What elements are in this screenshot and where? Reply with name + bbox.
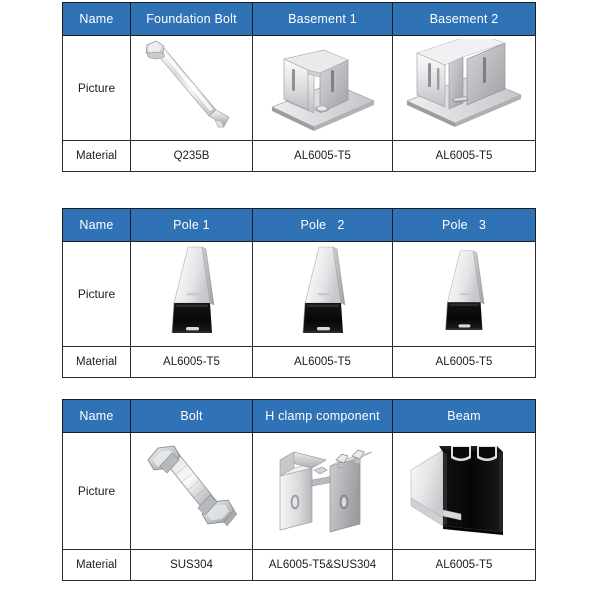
header-cell-beam: Beam <box>393 400 536 433</box>
row-label-picture: Picture <box>63 242 131 347</box>
square-tube-pole-icon <box>273 245 373 343</box>
material-cell-basement-1: AL6005-T5 <box>253 141 393 172</box>
material-cell-foundation-bolt: Q235B <box>131 141 253 172</box>
picture-cell-pole-2 <box>253 242 393 347</box>
picture-cell-beam <box>393 433 536 550</box>
picture-cell-pole-3 <box>393 242 536 347</box>
picture-cell-h-clamp-component <box>253 433 393 550</box>
table-header-row <box>63 209 536 242</box>
basement-double-rail-icon <box>401 39 527 137</box>
header-cell-bolt: Bolt <box>131 400 253 433</box>
header-cell-pole-1: Pole 1 <box>131 209 253 242</box>
header-cell-h-clamp-component: H clamp component <box>253 400 393 433</box>
header-cell-name: Name <box>63 3 131 36</box>
row-label-material: Material <box>63 347 131 378</box>
header-cell-pole-3: Pole 3 <box>393 209 536 242</box>
table-picture-row <box>63 36 536 141</box>
table-material-row <box>63 141 536 172</box>
row-label-picture: Picture <box>63 433 131 550</box>
material-cell-pole-2: AL6005-T5 <box>253 347 393 378</box>
row-label-picture: Picture <box>63 36 131 141</box>
table-material-row <box>63 347 536 378</box>
material-cell-pole-3: AL6005-T5 <box>393 347 536 378</box>
spec-table-foundation <box>62 2 536 172</box>
header-cell-basement-1: Basement 1 <box>253 3 393 36</box>
picture-cell-foundation-bolt <box>131 36 253 141</box>
material-cell-basement-2: AL6005-T5 <box>393 141 536 172</box>
anchor-bolt-icon <box>136 39 248 137</box>
material-cell-pole-1: AL6005-T5 <box>131 347 253 378</box>
header-cell-pole-2: Pole 2 <box>253 209 393 242</box>
material-cell-h-clamp-component: AL6005-T5&SUS304 <box>253 550 393 581</box>
row-label-material: Material <box>63 141 131 172</box>
table-header-row <box>63 400 536 433</box>
table-header-row <box>63 3 536 36</box>
picture-cell-pole-1 <box>131 242 253 347</box>
row-label-material: Material <box>63 550 131 581</box>
table-picture-row <box>63 433 536 550</box>
header-cell-basement-2: Basement 2 <box>393 3 536 36</box>
header-cell-name: Name <box>63 209 131 242</box>
h-clamp-bracket-icon <box>264 436 382 546</box>
basement-u-channel-icon <box>264 39 382 137</box>
material-cell-bolt: SUS304 <box>131 550 253 581</box>
table-picture-row <box>63 242 536 347</box>
material-cell-beam: AL6005-T5 <box>393 550 536 581</box>
hex-bolt-icon <box>136 436 248 546</box>
header-cell-name: Name <box>63 400 131 433</box>
picture-cell-bolt <box>131 433 253 550</box>
spec-table-pole <box>62 208 536 378</box>
square-tube-pole-icon <box>142 245 242 343</box>
header-cell-foundation-bolt: Foundation Bolt <box>131 3 253 36</box>
table-material-row <box>63 550 536 581</box>
picture-cell-basement-1 <box>253 36 393 141</box>
spec-table-clamp <box>62 399 536 581</box>
beam-profile-icon <box>403 436 525 546</box>
picture-cell-basement-2 <box>393 36 536 141</box>
square-tube-pole-icon <box>418 245 510 343</box>
